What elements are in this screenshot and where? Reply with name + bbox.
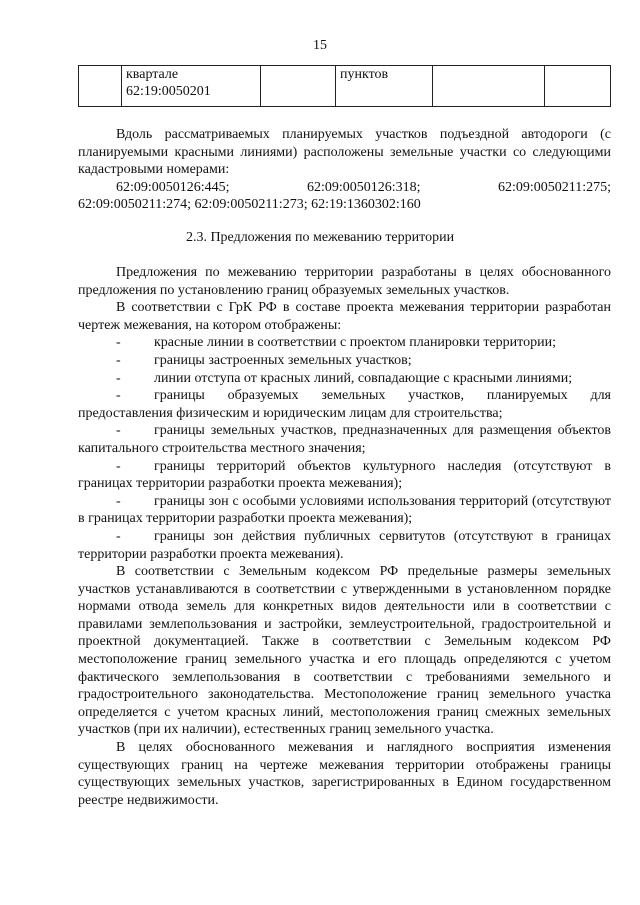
table-cell <box>433 66 545 107</box>
continuation-table <box>78 65 611 107</box>
list-item: - границы зон действия публичных сервитутов (отсутствуют в границах территории разработки проекта межевания). <box>78 528 611 562</box>
paragraph: Предложения по межеванию территории разработаны в целях обоснованного предложения по установлению границ образуемых земельных участков. <box>78 265 611 298</box>
cadastral-line-2: 62:09:0050211:274; 62:09:0050211:273; 62:19:1360302:160 <box>78 197 421 213</box>
table-cell <box>79 66 122 107</box>
paragraph: В соответствии с ГрК РФ в составе проекта межевания территории разработан чертеж межевания, на котором отображены: <box>78 300 611 333</box>
table-row <box>79 66 611 107</box>
list-item: - линии отступа от красных линий, совпадающие с красными линиями; <box>116 370 573 386</box>
paragraph: В целях обоснованного межевания и наглядного восприятия изменения существующих границ на чертеже межевания территории отображены границы существующих земельных участков, зарегистрированных в Едином государственном реестре недвижимости. <box>78 740 611 808</box>
table-cell <box>545 66 611 107</box>
page-number: 15 <box>313 38 327 53</box>
intro-paragraph: Вдоль рассматриваемых планируемых участков подъездной автодороги (с планируемыми красными линиями) расположены земельные участки со следующими кадастровыми номерами: <box>78 127 611 178</box>
cadastral-line-1: 62:09:0050126:445; 62:09:0050126:318; 62:09:0050211:275; <box>116 179 611 195</box>
list-item: - границы территорий объектов культурного наследия (отсутствуют в границах территории разработки проекта межевания); <box>78 458 611 492</box>
list-item: - границы образуемых земельных участков, планируемых для предоставления физическим и юридическим лицам для строительства; <box>78 388 611 421</box>
list-item: - границы зон с особыми условиями использования территорий (отсутствуют в границах территории разработки проекта межевания); <box>78 493 611 527</box>
table-cell: пунктов <box>336 66 433 107</box>
paragraph: В соответствии с Земельным кодексом РФ предельные размеры земельных участков устанавливаются в соответствии с утвержденными в установленном порядке нормами отвода земель для конкретных видов деятельности или в соответствии с правилами землепользования и застройки, землеустроительной, градостроительной и проектной документацией. Также в соответствии с Земельным кодексом РФ местоположение границ земельного участка и его площадь определяются с учетом фактического землепользования в соответствии с требованиями земельного и градостроительного законодательства. Местоположение границ земельного участка определяется с учетом красных линий, местоположения границ смежных земельных участков (при их наличии), естественных границ земельного участка. <box>78 564 611 738</box>
table-cell <box>261 66 336 107</box>
section-title: 2.3. Предложения по межеванию территории <box>185 230 455 245</box>
table-cell: квартале 62:19:0050201 <box>122 66 261 107</box>
list-item: - красные линии в соответствии с проектом планировки территории; <box>116 335 556 351</box>
cadastral-block <box>78 126 611 214</box>
list-item: - границы застроенных земельных участков; <box>116 352 412 368</box>
list-item: - границы земельных участков, предназначенных для размещения объектов капитального строительства местного значения; <box>78 423 611 456</box>
body-text <box>78 264 611 809</box>
